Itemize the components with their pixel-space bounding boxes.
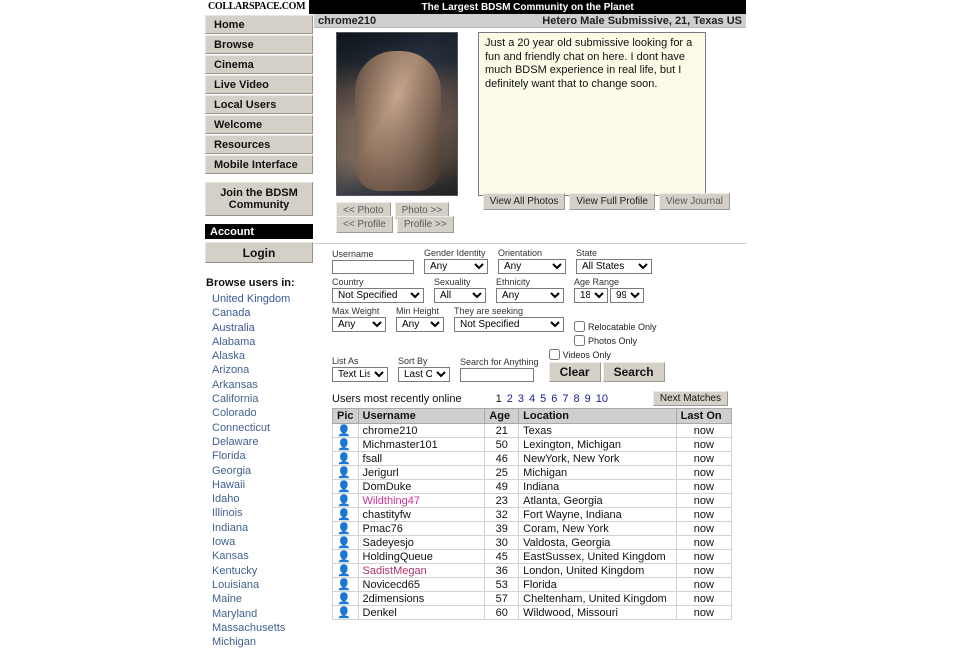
age-range-label: Age Range xyxy=(574,277,620,287)
row-location: London, United Kingdom xyxy=(519,564,677,578)
row-username[interactable]: 2dimensions xyxy=(358,592,485,606)
person-icon: 👤 xyxy=(337,565,351,577)
field-relocatable xyxy=(574,321,657,332)
videos-only-checkbox[interactable] xyxy=(549,349,560,360)
row-pic[interactable] xyxy=(333,508,359,522)
field-ethnicity xyxy=(496,277,564,303)
photo-next-button[interactable]: Photo >> xyxy=(395,202,450,219)
row-age: 21 xyxy=(485,424,519,438)
geo-link-arkansas[interactable]: Arkansas xyxy=(212,378,258,391)
photo-prev-button[interactable]: << Photo xyxy=(336,202,391,219)
field-max-weight xyxy=(332,306,386,332)
page-10[interactable]: 10 xyxy=(595,392,608,405)
ethnicity-select[interactable] xyxy=(496,288,564,303)
row-username[interactable]: Michmaster101 xyxy=(358,438,485,452)
orientation-select[interactable] xyxy=(498,259,566,274)
sidebar-item-welcome[interactable]: Welcome xyxy=(205,115,313,134)
table-row[interactable] xyxy=(333,508,732,522)
geo-link-connecticut[interactable]: Connecticut xyxy=(212,421,271,434)
country-label: Country xyxy=(332,277,364,287)
row-location: Indiana xyxy=(519,480,677,494)
table-row[interactable] xyxy=(333,438,732,452)
row-pic[interactable] xyxy=(333,480,359,494)
row-username[interactable]: SadistMegan xyxy=(358,564,485,578)
person-icon: 👤 xyxy=(337,579,351,591)
col-age[interactable]: Age xyxy=(485,409,519,424)
field-age-range xyxy=(574,277,644,303)
page-7[interactable]: 7 xyxy=(562,392,569,405)
row-pic[interactable] xyxy=(333,466,359,480)
row-location: Lexington, Michigan xyxy=(519,438,677,452)
row-last-on: now xyxy=(676,578,731,592)
row-username[interactable]: Denkel xyxy=(358,606,485,620)
row-pic[interactable] xyxy=(333,424,359,438)
person-icon: 👤 xyxy=(337,495,351,507)
list-as-label: List As xyxy=(332,356,359,366)
sidebar-item-browse[interactable]: Browse xyxy=(205,35,313,54)
row-last-on: now xyxy=(676,522,731,536)
relocatable-only-label: Relocatable Only xyxy=(588,321,657,332)
geo-link-iowa[interactable]: Iowa xyxy=(212,536,236,549)
username-input[interactable] xyxy=(332,260,414,274)
row-age: 50 xyxy=(485,438,519,452)
row-pic[interactable] xyxy=(333,522,359,536)
age-max-select[interactable] xyxy=(610,288,644,303)
page-2[interactable]: 2 xyxy=(506,392,513,405)
row-last-on: now xyxy=(676,550,731,564)
field-state xyxy=(576,248,652,274)
field-search-anything xyxy=(460,357,539,382)
page-1[interactable]: 1 xyxy=(495,392,502,405)
max-weight-select[interactable] xyxy=(332,317,386,332)
table-row[interactable] xyxy=(333,522,732,536)
field-sexuality xyxy=(434,277,486,303)
geo-link-florida[interactable]: Florida xyxy=(212,450,246,463)
users-table-body xyxy=(333,424,732,620)
sidebar-item-local-users[interactable]: Local Users xyxy=(205,95,313,114)
profile-about-text: Just a 20 year old submissive looking for a fun and friendly chat on here. I dont have much BDSM experience in real life, but I definitely want that to change soon. xyxy=(478,32,706,196)
geo-link-indiana[interactable]: Indiana xyxy=(212,521,249,534)
site-tagline: The Largest BDSM Community on the Planet xyxy=(421,1,634,13)
table-row[interactable] xyxy=(333,424,732,438)
min-height-select[interactable] xyxy=(396,317,444,332)
row-pic[interactable] xyxy=(333,606,359,620)
search-anything-input[interactable] xyxy=(460,368,534,382)
row-username[interactable]: Sadeyesjo xyxy=(358,536,485,550)
row-location: NewYork, New York xyxy=(519,452,677,466)
profile-meta: Hetero Male Submissive, 21, Texas US xyxy=(542,14,742,27)
table-row[interactable] xyxy=(333,606,732,620)
videos-only-label: Videos Only xyxy=(562,349,611,360)
row-pic[interactable] xyxy=(333,564,359,578)
row-pic[interactable] xyxy=(333,550,359,564)
profile-header xyxy=(314,14,746,28)
age-min-select[interactable] xyxy=(574,288,608,303)
geo-link-georgia[interactable]: Georgia xyxy=(212,464,252,477)
sort-by-label: Sort By xyxy=(398,356,428,366)
field-username xyxy=(332,249,414,274)
left-margin xyxy=(0,0,204,561)
field-sort-by xyxy=(398,356,450,382)
geo-link-massachusetts[interactable]: Massachusetts xyxy=(212,621,286,634)
row-username[interactable]: HoldingQueue xyxy=(358,550,485,564)
row-username[interactable]: Wildthing47 xyxy=(358,494,485,508)
account-section-header: Account xyxy=(205,224,313,239)
person-icon: 👤 xyxy=(337,537,351,549)
min-height-label: Min Height xyxy=(396,306,440,316)
person-icon: 👤 xyxy=(337,551,351,563)
geo-link-hawaii[interactable]: Hawaii xyxy=(212,478,246,491)
row-username[interactable]: DomDuke xyxy=(358,480,485,494)
field-orientation xyxy=(498,248,566,274)
sidebar xyxy=(204,14,314,649)
list-as-select[interactable] xyxy=(332,367,388,382)
country-select[interactable] xyxy=(332,288,424,303)
geo-link-colorado[interactable]: Colorado xyxy=(212,407,257,420)
users-table-header-row xyxy=(333,409,732,424)
relocatable-only-checkbox-row[interactable] xyxy=(574,321,657,332)
search-panel xyxy=(314,243,746,389)
geo-link-maryland[interactable]: Maryland xyxy=(212,607,258,620)
row-location: Coram, New York xyxy=(519,522,677,536)
seeking-label: They are seeking xyxy=(454,306,524,316)
right-margin xyxy=(746,0,960,561)
geo-link-illinois[interactable]: Illinois xyxy=(212,507,243,520)
state-label: State xyxy=(576,248,598,258)
person-icon: 👤 xyxy=(337,607,351,619)
table-row[interactable] xyxy=(333,592,732,606)
geo-link-delaware[interactable]: Delaware xyxy=(212,435,259,448)
row-pic[interactable] xyxy=(333,452,359,466)
page-8[interactable]: 8 xyxy=(573,392,580,405)
users-list-title: Users most recently online xyxy=(332,392,462,405)
photos-only-checkbox-row[interactable] xyxy=(574,335,637,346)
gender-identity-select[interactable] xyxy=(424,259,488,274)
search-button[interactable]: Search xyxy=(603,362,665,382)
profile-username: chrome210 xyxy=(318,14,377,27)
geo-link-idaho[interactable]: Idaho xyxy=(212,493,240,506)
row-username[interactable]: Jerigurl xyxy=(358,466,485,480)
row-last-on: now xyxy=(676,536,731,550)
geo-link-kansas[interactable]: Kansas xyxy=(212,550,249,563)
search-row-2 xyxy=(332,277,740,303)
geo-link-alaska[interactable]: Alaska xyxy=(212,350,246,363)
field-min-height xyxy=(396,306,444,332)
geo-link-united-kingdom[interactable]: United Kingdom xyxy=(212,293,291,305)
row-last-on: now xyxy=(676,564,731,578)
col-pic[interactable]: Pic xyxy=(333,409,359,424)
row-location: EastSussex, United Kingdom xyxy=(519,550,677,564)
page-6[interactable]: 6 xyxy=(551,392,558,405)
clear-button[interactable]: Clear xyxy=(549,362,601,382)
person-icon: 👤 xyxy=(337,593,351,605)
profile-photo[interactable] xyxy=(336,32,458,196)
row-age: 32 xyxy=(485,508,519,522)
geo-link-california[interactable]: California xyxy=(212,393,259,406)
row-location: Fort Wayne, Indiana xyxy=(519,508,677,522)
search-row-1 xyxy=(332,248,740,274)
row-location: Michigan xyxy=(519,466,677,480)
geo-link-australia[interactable]: Australia xyxy=(212,321,255,334)
table-row[interactable] xyxy=(333,550,732,564)
sexuality-select[interactable] xyxy=(434,288,486,303)
table-row[interactable] xyxy=(333,578,732,592)
field-seeking xyxy=(454,306,564,332)
col-username[interactable]: Username xyxy=(358,409,485,424)
profile-body xyxy=(314,28,746,196)
row-age: 23 xyxy=(485,494,519,508)
person-icon: 👤 xyxy=(337,439,351,451)
table-row[interactable] xyxy=(333,480,732,494)
photos-only-label: Photos Only xyxy=(588,335,638,346)
row-pic[interactable] xyxy=(333,438,359,452)
ethnicity-label: Ethnicity xyxy=(496,277,531,287)
view-journal-button[interactable]: View Journal xyxy=(659,193,730,210)
row-age: 46 xyxy=(485,452,519,466)
person-icon: 👤 xyxy=(337,467,351,479)
geo-link-louisiana[interactable]: Louisiana xyxy=(212,578,260,591)
max-weight-label: Max Weight xyxy=(332,306,380,316)
page-5[interactable]: 5 xyxy=(540,392,547,405)
geo-link-michigan[interactable]: Michigan xyxy=(212,636,257,649)
col-last-on[interactable]: Last On xyxy=(676,409,731,424)
field-list-as xyxy=(332,356,388,382)
profile-prev-button[interactable]: << Profile xyxy=(336,216,393,233)
age-range-controls xyxy=(574,288,644,303)
row-age: 30 xyxy=(485,536,519,550)
row-last-on: now xyxy=(676,438,731,452)
pagination xyxy=(496,393,608,405)
sexuality-label: Sexuality xyxy=(434,277,471,287)
geo-link-kentucky[interactable]: Kentucky xyxy=(212,564,258,577)
geo-link-canada[interactable]: Canada xyxy=(212,307,251,320)
row-last-on: now xyxy=(676,494,731,508)
search-buttons xyxy=(549,362,665,382)
person-icon: 👤 xyxy=(337,425,351,437)
users-list-header xyxy=(314,389,746,408)
row-last-on: now xyxy=(676,466,731,480)
photo-shading xyxy=(337,33,457,195)
view-all-photos-button[interactable]: View All Photos xyxy=(483,193,566,210)
table-row[interactable] xyxy=(333,564,732,578)
person-icon: 👤 xyxy=(337,481,351,493)
search-anything-label: Search for Anything xyxy=(460,357,539,367)
row-pic[interactable] xyxy=(333,578,359,592)
geo-link-maine[interactable]: Maine xyxy=(212,593,242,606)
field-gender-identity xyxy=(424,248,488,274)
row-location: Wildwood, Missouri xyxy=(519,606,677,620)
row-pic[interactable] xyxy=(333,592,359,606)
geo-link-alabama[interactable]: Alabama xyxy=(212,335,256,348)
row-age: 53 xyxy=(485,578,519,592)
orientation-label: Orientation xyxy=(498,248,543,258)
profile-next-button[interactable]: Profile >> xyxy=(397,216,454,233)
next-matches-button[interactable]: Next Matches xyxy=(653,391,728,406)
person-icon: 👤 xyxy=(337,509,351,521)
relocatable-only-checkbox[interactable] xyxy=(574,321,585,332)
row-username[interactable]: chastityfw xyxy=(358,508,485,522)
browse-users-title: Browse users in: xyxy=(206,277,295,289)
page-4[interactable]: 4 xyxy=(528,392,536,405)
row-last-on: now xyxy=(676,592,731,606)
username-label: Username xyxy=(332,249,374,259)
row-location: Florida xyxy=(519,578,677,592)
state-select[interactable] xyxy=(576,259,652,274)
table-row[interactable] xyxy=(333,494,732,508)
sidebar-item-mobile-interface[interactable]: Mobile Interface xyxy=(205,155,313,174)
gender-identity-label: Gender Identity xyxy=(424,248,486,258)
row-location: Atlanta, Georgia xyxy=(519,494,677,508)
row-location: Valdosta, Georgia xyxy=(519,536,677,550)
row-location: Texas xyxy=(519,424,677,438)
person-icon: 👤 xyxy=(337,453,351,465)
sidebar-item-resources[interactable]: Resources xyxy=(205,135,313,154)
row-age: 39 xyxy=(485,522,519,536)
row-last-on: now xyxy=(676,424,731,438)
page-3[interactable]: 3 xyxy=(517,392,524,405)
row-pic[interactable] xyxy=(333,494,359,508)
row-age: 36 xyxy=(485,564,519,578)
page-9[interactable]: 9 xyxy=(584,392,591,405)
row-age: 25 xyxy=(485,466,519,480)
row-username[interactable]: Pmac76 xyxy=(358,522,485,536)
table-row[interactable] xyxy=(333,466,732,480)
videos-only-checkbox-row[interactable] xyxy=(549,349,665,360)
geo-link-arizona[interactable]: Arizona xyxy=(212,364,250,377)
table-row[interactable] xyxy=(333,452,732,466)
row-last-on: now xyxy=(676,480,731,494)
row-pic[interactable] xyxy=(333,536,359,550)
photos-only-checkbox[interactable] xyxy=(574,335,585,346)
row-age: 60 xyxy=(485,606,519,620)
row-age: 49 xyxy=(485,480,519,494)
row-location: Cheltenham, United Kingdom xyxy=(519,592,677,606)
sidebar-item-live-video[interactable]: Live Video xyxy=(205,75,313,94)
row-last-on: now xyxy=(676,606,731,620)
sidebar-item-cinema[interactable]: Cinema xyxy=(205,55,313,74)
search-row-5 xyxy=(332,349,740,382)
search-row-3 xyxy=(332,306,740,332)
col-location[interactable]: Location xyxy=(519,409,677,424)
row-age: 57 xyxy=(485,592,519,606)
table-row[interactable] xyxy=(333,536,732,550)
sidebar-item-home[interactable]: Home xyxy=(205,15,313,34)
row-username[interactable]: chrome210 xyxy=(358,424,485,438)
row-username[interactable]: Novicecd65 xyxy=(358,578,485,592)
login-button[interactable]: Login xyxy=(205,242,313,263)
field-photos-only xyxy=(574,335,637,346)
seeking-select[interactable] xyxy=(454,317,564,332)
row-username[interactable]: fsall xyxy=(358,452,485,466)
view-full-profile-button[interactable]: View Full Profile xyxy=(569,193,655,210)
row-last-on: now xyxy=(676,452,731,466)
person-icon: 👤 xyxy=(337,523,351,535)
row-age: 45 xyxy=(485,550,519,564)
site-banner xyxy=(204,0,746,14)
field-country xyxy=(332,277,424,303)
search-row-4 xyxy=(332,335,740,346)
users-table xyxy=(332,408,732,620)
join-community-button[interactable]: Join the BDSM Community xyxy=(205,182,313,216)
sort-by-select[interactable] xyxy=(398,367,450,382)
site-logo[interactable]: COLLARSPACE.COM xyxy=(204,0,309,14)
main-content xyxy=(314,14,746,619)
row-last-on: now xyxy=(676,508,731,522)
field-videos-only xyxy=(549,349,665,382)
